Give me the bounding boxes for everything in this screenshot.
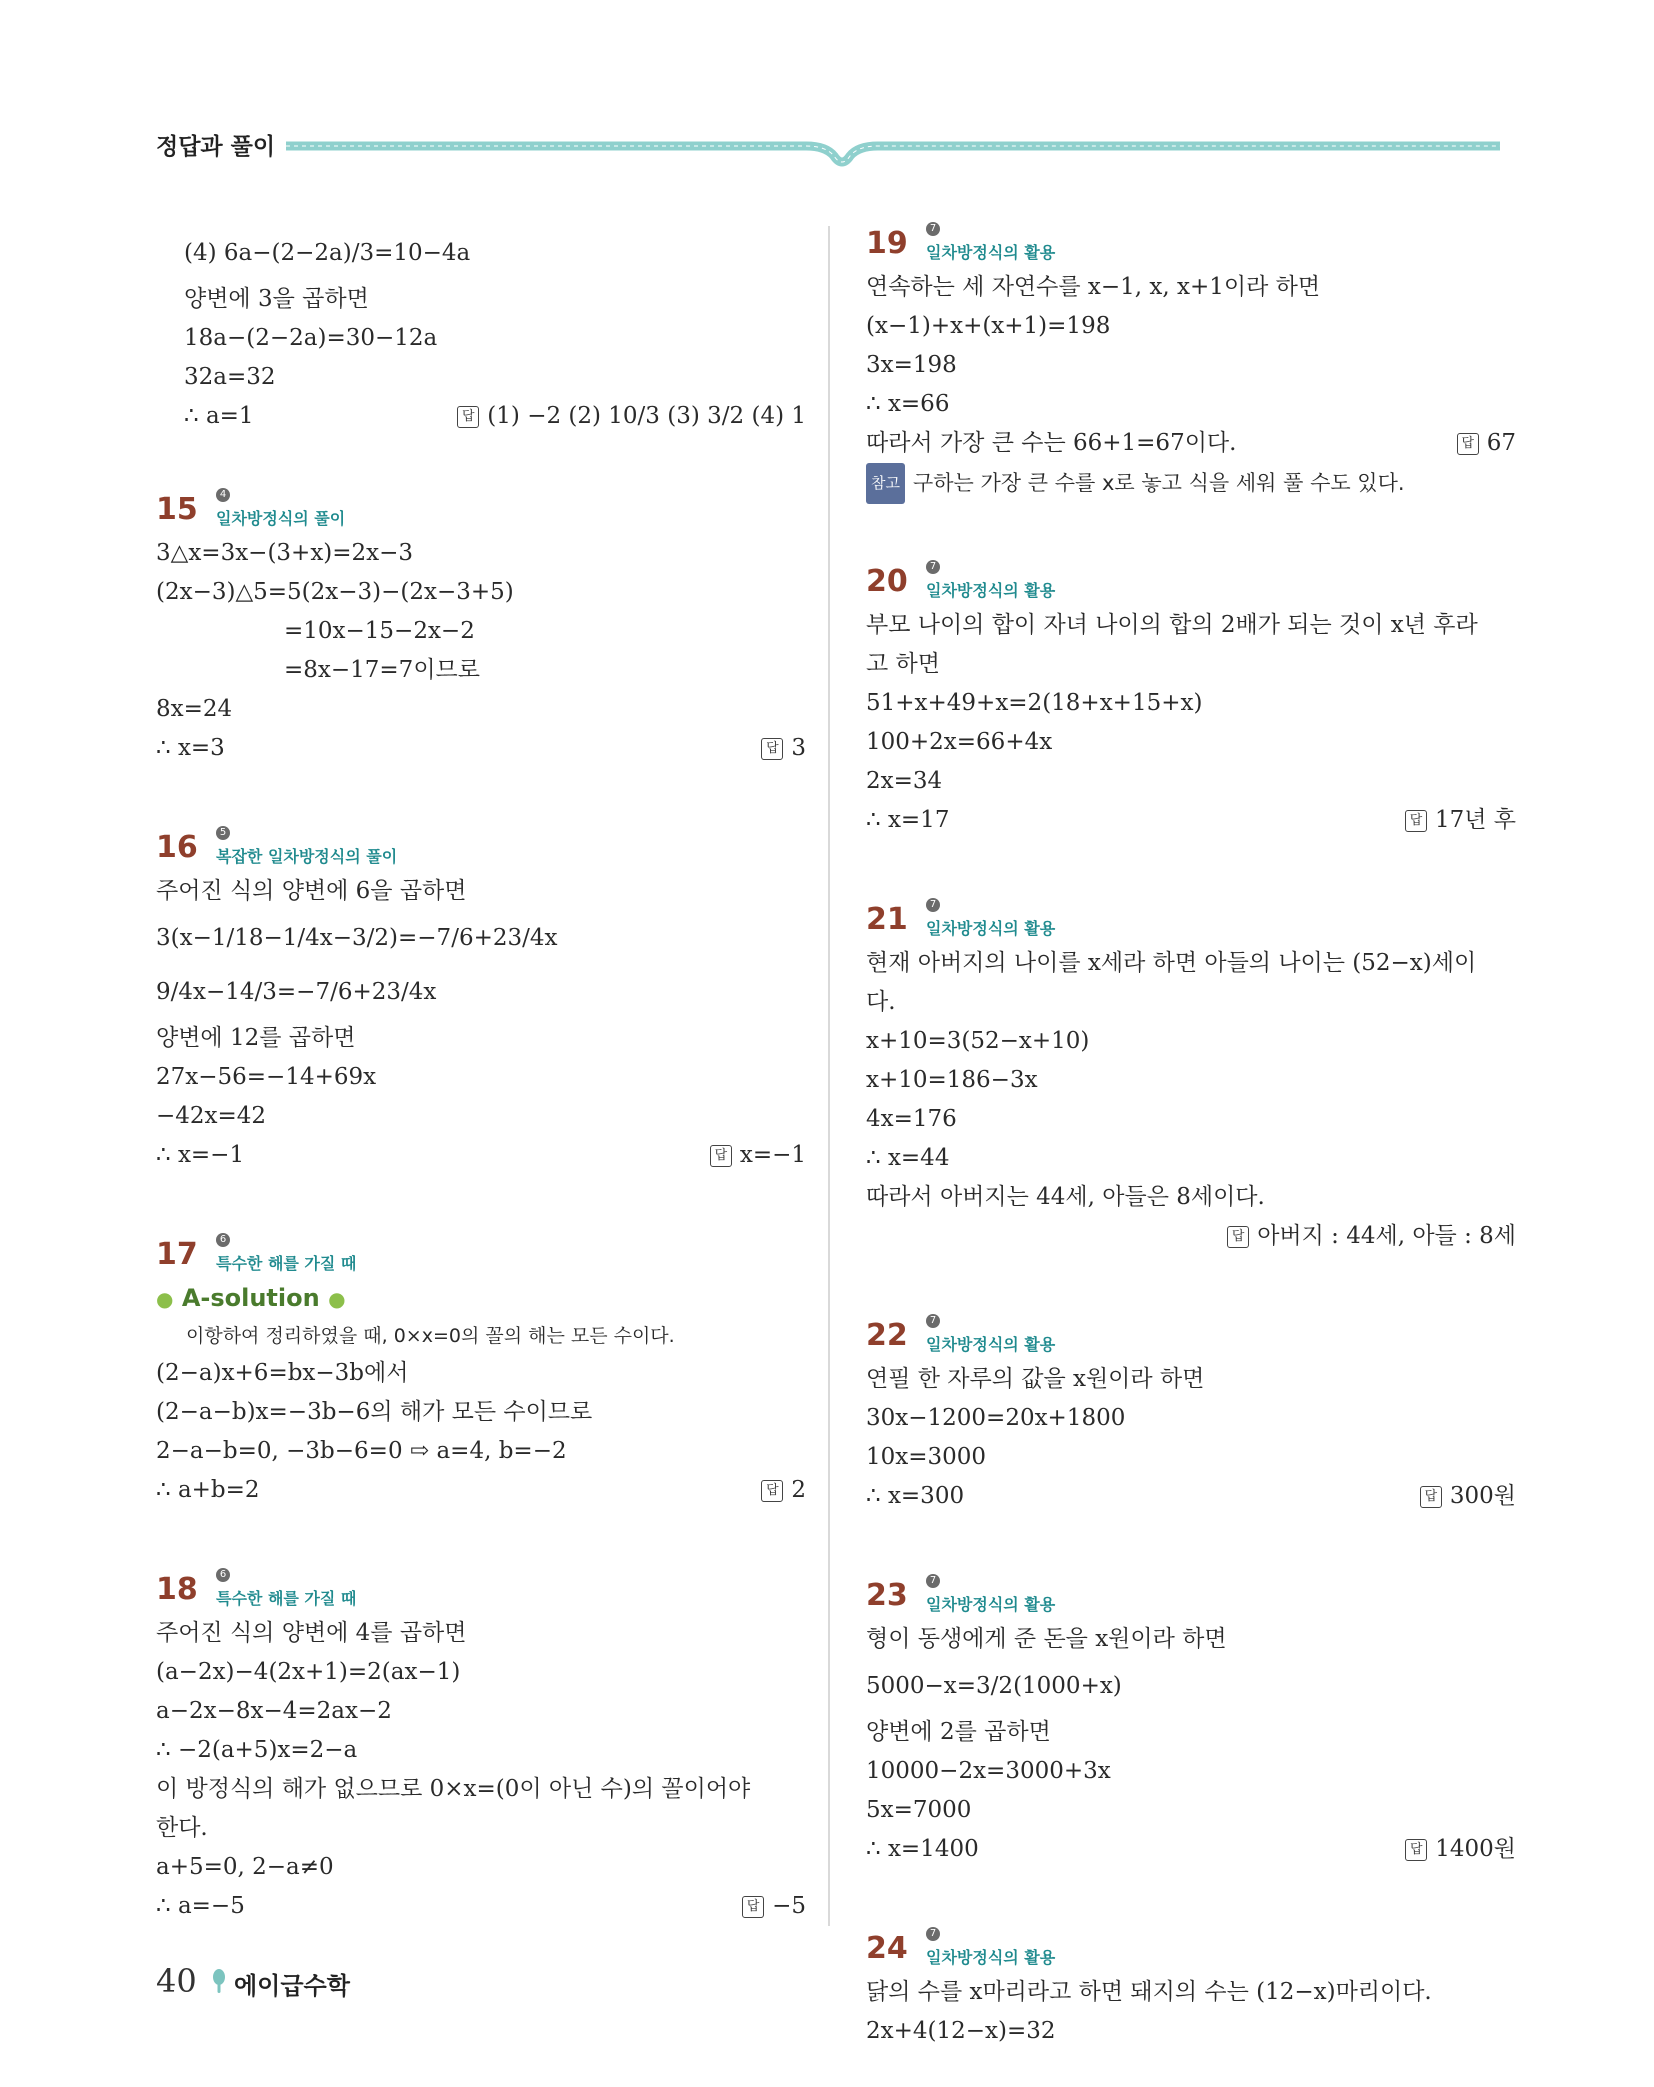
answer	[1405, 801, 1516, 840]
solution-line: 양변에 12를 곱하면	[156, 1025, 356, 1051]
solution-line: 5x=7000	[866, 1797, 972, 1823]
solution-text: ∴ x=300	[866, 1483, 965, 1509]
answer	[1405, 1830, 1516, 1869]
level-badge: 6	[216, 1568, 230, 1582]
solution-line: ∴ x=66	[866, 391, 950, 417]
answer-text: 2	[791, 1477, 806, 1503]
answer-mark-icon: 답	[1405, 810, 1427, 832]
level-badge: 5	[216, 826, 230, 840]
solution-line: 10x=3000	[866, 1444, 987, 1470]
problem-header	[866, 561, 1516, 606]
page-header-title: 정답과 풀이	[156, 134, 276, 160]
problem-header	[156, 1569, 806, 1614]
brand-name: 에이급수학	[234, 1972, 350, 2000]
problem-22	[866, 1315, 1516, 1516]
solution-line: 연속하는 세 자연수를 x−1, x, x+1이라 하면	[866, 274, 1321, 300]
solution-line: =10x−15−2x−2	[284, 618, 475, 644]
solution-line: −42x=42	[156, 1103, 267, 1129]
level-badge: 7	[926, 1574, 940, 1588]
answer-text: (1) −2 (2) 10/3 (3) 3/2 (4) 1	[487, 403, 806, 429]
solution-line: 27x−56=−14+69x	[156, 1064, 377, 1090]
note-line	[866, 463, 1516, 502]
solution-line: 30x−1200=20x+1800	[866, 1405, 1126, 1431]
solution-line: 9/4x−14/3=−7/6+23/4x	[156, 979, 437, 1005]
solution-line: 3x=198	[866, 352, 957, 378]
answer-text: 1400원	[1435, 1836, 1516, 1862]
solution-line: 연필 한 자루의 값을 x원이라 하면	[866, 1366, 1205, 1392]
answer	[742, 1887, 806, 1926]
solution-line: 따라서 아버지는 44세, 아들은 8세이다.	[866, 1184, 1265, 1210]
solution-line	[156, 1136, 806, 1175]
answer-line	[866, 1217, 1516, 1256]
solution-line: 형이 동생에게 준 돈을 x원이라 하면	[866, 1626, 1227, 1652]
bullet-icon: ●	[328, 1287, 346, 1311]
solution-line: 18a−(2−2a)=30−12a	[184, 325, 438, 351]
solution-line: 5000−x=3/2(1000+x)	[866, 1673, 1122, 1699]
answer-mark-icon: 답	[1457, 433, 1479, 455]
solution-line: 10000−2x=3000+3x	[866, 1758, 1111, 1784]
solution-line	[866, 801, 1516, 840]
solution-line: (4) 6a−(2−2a)/3=10−4a	[184, 240, 471, 266]
answer-mark-icon: 답	[761, 1480, 783, 1502]
a-solution-text: 이항하여 정리하였을 때, 0×x=0의 꼴의 해는 모든 수이다.	[186, 1325, 675, 1347]
solution-line: 3(x−1/18−1/4x−3/2)=−7/6+23/4x	[156, 925, 558, 951]
problem-23	[866, 1575, 1516, 1869]
solution-line: 이 방정식의 해가 없으므로 0×x=(0이 아닌 수)의 꼴이어야	[156, 1776, 751, 1802]
solution-line: 고 하면	[866, 651, 940, 677]
solution-line: x+10=186−3x	[866, 1067, 1038, 1093]
solution-text: ∴ a+b=2	[156, 1477, 260, 1503]
note-text: 구하는 가장 큰 수를 x로 놓고 식을 세워 풀 수도 있다.	[912, 471, 1405, 495]
answer-mark-icon: 답	[1405, 1839, 1427, 1861]
problem-17	[156, 1234, 806, 1510]
answer	[1457, 424, 1516, 463]
solution-line: (x−1)+x+(x+1)=198	[866, 313, 1111, 339]
solution-line: 51+x+49+x=2(18+x+15+x)	[866, 690, 1203, 716]
problem-19	[866, 223, 1516, 502]
solution-line	[866, 424, 1516, 463]
solution-line: a+5=0, 2−a≠0	[156, 1854, 334, 1880]
solution-line: 양변에 3을 곱하면	[184, 286, 369, 312]
solution-text: ∴ x=1400	[866, 1836, 979, 1862]
problem-topic: 일차방정식의 풀이	[216, 509, 346, 528]
solution-line: 2−a−b=0, −3b−6=0 ⇨ a=4, b=−2	[156, 1438, 567, 1464]
problem-24	[866, 1928, 1516, 2051]
solution-line: (2x−3)△5=5(2x−3)−(2x−3+5)	[156, 579, 514, 605]
solution-text: ∴ a=1	[184, 403, 254, 429]
solution-line: ∴ −2(a+5)x=2−a	[156, 1737, 358, 1763]
solution-line: 양변에 2를 곱하면	[866, 1719, 1051, 1745]
solution-line: 다.	[866, 989, 896, 1015]
answer	[1227, 1217, 1516, 1256]
problem-header	[866, 223, 1516, 268]
level-badge: 7	[926, 560, 940, 574]
problem-number: 19	[866, 226, 908, 261]
answer	[761, 729, 806, 768]
problem-number: 20	[866, 564, 908, 599]
solution-line: 주어진 식의 양변에 6을 곱하면	[156, 878, 467, 904]
problem-20	[866, 561, 1516, 840]
problem-number: 15	[156, 492, 198, 527]
problem-topic: 일차방정식의 활용	[926, 1595, 1056, 1614]
answer-mark-icon: 답	[761, 738, 783, 760]
problem-topic: 특수한 해를 가질 때	[216, 1254, 357, 1273]
problem-16	[156, 827, 806, 1175]
answer	[1420, 1477, 1516, 1516]
solution-line: a−2x−8x−4=2ax−2	[156, 1698, 392, 1724]
level-badge: 7	[926, 1314, 940, 1328]
solution-line: 현재 아버지의 나이를 x세라 하면 아들의 나이는 (52−x)세이	[866, 950, 1477, 976]
answer-text: 3	[791, 735, 806, 761]
solution-line: 2x=34	[866, 768, 943, 794]
solution-line: 100+2x=66+4x	[866, 729, 1053, 755]
a-solution-box	[156, 1284, 346, 1312]
note-badge: 참고	[866, 463, 905, 504]
problem-14-continued	[156, 226, 806, 436]
solution-line: 32a=32	[184, 364, 276, 390]
solution-line	[866, 1830, 1516, 1869]
answer-mark-icon: 답	[710, 1145, 732, 1167]
level-badge: 7	[926, 1927, 940, 1941]
problem-21	[866, 899, 1516, 1256]
problem-topic: 일차방정식의 활용	[926, 1335, 1056, 1354]
problem-number: 17	[156, 1237, 198, 1272]
solution-line: 한다.	[156, 1815, 208, 1841]
left-column	[156, 226, 806, 1988]
level-badge: 7	[926, 898, 940, 912]
column-divider	[828, 226, 830, 1926]
solution-line	[156, 1471, 806, 1510]
solution-line: 부모 나이의 합이 자녀 나이의 합의 2배가 되는 것이 x년 후라	[866, 612, 1478, 638]
solution-line: (a−2x)−4(2x+1)=2(ax−1)	[156, 1659, 461, 1685]
answer-text: 아버지 : 44세, 아들 : 8세	[1257, 1223, 1516, 1249]
solution-line: 4x=176	[866, 1106, 957, 1132]
header-decoration	[286, 128, 1500, 178]
problem-header	[866, 899, 1516, 944]
answer-mark-icon: 답	[742, 1896, 764, 1918]
problem-number: 21	[866, 902, 908, 937]
problem-topic: 특수한 해를 가질 때	[216, 1589, 357, 1608]
problem-topic: 복잡한 일차방정식의 풀이	[216, 847, 398, 866]
answer-mark-icon: 답	[1420, 1486, 1442, 1508]
answer-text: −5	[772, 1893, 806, 1919]
solution-line: 주어진 식의 양변에 4를 곱하면	[156, 1620, 467, 1646]
brand-logo-icon	[212, 1968, 226, 1994]
level-badge: 4	[216, 488, 230, 502]
a-solution-title: A-solution	[181, 1284, 320, 1312]
problem-header	[866, 1575, 1516, 1620]
solution-text: ∴ x=17	[866, 807, 950, 833]
right-column	[866, 223, 1516, 2051]
bullet-icon: ●	[156, 1287, 174, 1311]
solution-line: (2−a−b)x=−3b−6의 해가 모든 수이므로	[156, 1399, 593, 1425]
level-badge: 6	[216, 1233, 230, 1247]
problem-number: 22	[866, 1318, 908, 1353]
answer-text: x=−1	[739, 1142, 806, 1168]
solution-text: ∴ x=3	[156, 735, 225, 761]
solution-line: x+10=3(52−x+10)	[866, 1028, 1090, 1054]
solution-line	[156, 1887, 806, 1926]
answer	[761, 1471, 806, 1510]
problem-topic: 일차방정식의 활용	[926, 1948, 1056, 1967]
solution-line	[156, 729, 806, 768]
problem-header	[156, 1234, 806, 1279]
problem-number: 23	[866, 1578, 908, 1613]
problem-15	[156, 489, 806, 768]
problem-topic: 일차방정식의 활용	[926, 243, 1056, 262]
problem-number: 16	[156, 830, 198, 865]
answer	[710, 1136, 806, 1175]
solution-line	[866, 1477, 1516, 1516]
answer-text: 67	[1486, 430, 1516, 456]
solution-text: 따라서 가장 큰 수는 66+1=67이다.	[866, 430, 1237, 456]
solution-line: =8x−17=7이므로	[284, 657, 480, 683]
problem-topic: 일차방정식의 활용	[926, 581, 1056, 600]
solution-line: 닭의 수를 x마리라고 하면 돼지의 수는 (12−x)마리이다.	[866, 1979, 1432, 2005]
solution-line: 8x=24	[156, 696, 233, 722]
solution-line: 3△x=3x−(3+x)=2x−3	[156, 540, 414, 566]
problem-header	[156, 489, 806, 534]
solution-line: ∴ x=44	[866, 1145, 950, 1171]
answer-text: 17년 후	[1434, 807, 1516, 833]
solution-line: 2x+4(12−x)=32	[866, 2018, 1056, 2044]
answer-mark-icon: 답	[457, 406, 479, 428]
answer-mark-icon: 답	[1227, 1226, 1249, 1248]
solution-text: ∴ a=−5	[156, 1893, 245, 1919]
solution-text: ∴ x=−1	[156, 1142, 245, 1168]
solution-line	[156, 397, 806, 436]
problem-header	[866, 1928, 1516, 1973]
problem-number: 24	[866, 1931, 908, 1966]
solution-line: (2−a)x+6=bx−3b에서	[156, 1360, 409, 1386]
problem-topic: 일차방정식의 활용	[926, 919, 1056, 938]
problem-header	[156, 827, 806, 872]
page-number: 40	[156, 1962, 197, 2000]
answer-text: 300원	[1449, 1483, 1516, 1509]
problem-header	[866, 1315, 1516, 1360]
problem-number: 18	[156, 1572, 198, 1607]
a-solution-heading	[156, 1279, 806, 1318]
answer	[457, 397, 806, 436]
level-badge: 7	[926, 222, 940, 236]
problem-18	[156, 1569, 806, 1926]
